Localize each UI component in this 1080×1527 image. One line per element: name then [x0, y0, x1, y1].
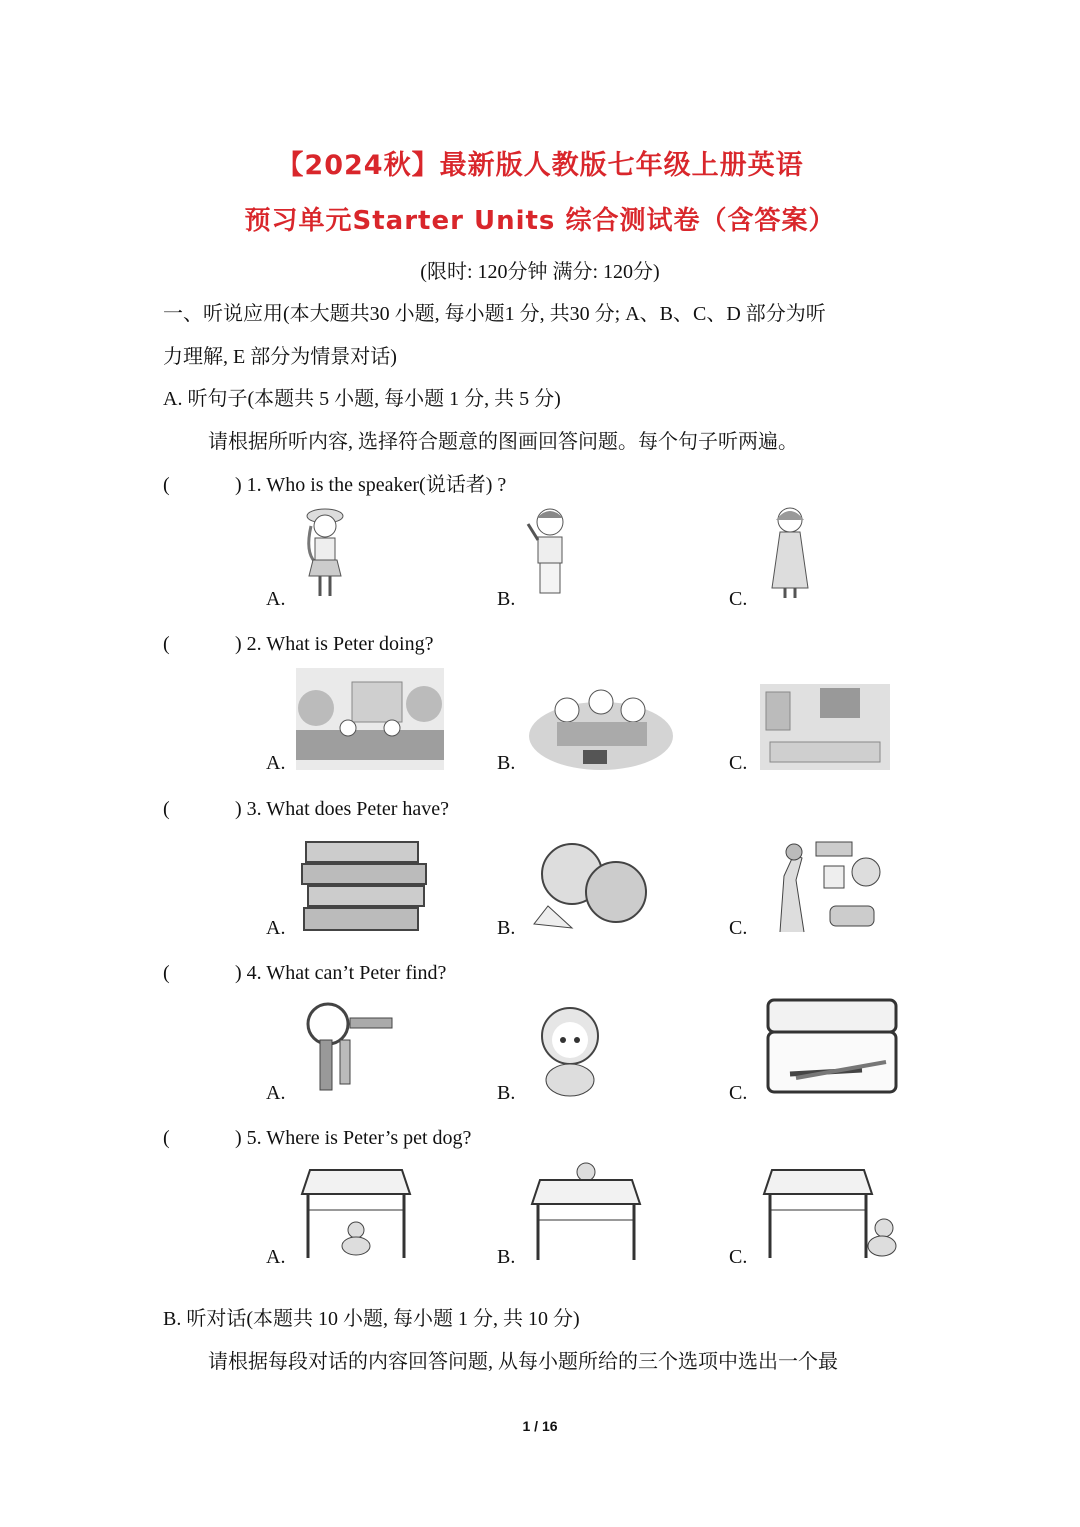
part-b-heading: B. 听对话(本题共 10 小题, 每小题 1 分, 共 10 分): [163, 1308, 580, 1330]
stack-of-books-icon: [300, 838, 432, 934]
option-b-label: B.: [497, 1082, 516, 1104]
question-2: ( ) 2. What is Peter doing?: [163, 633, 434, 655]
option-a-label: A.: [266, 1082, 286, 1104]
part-a-instruction: 请根据所听内容, 选择符合题意的图画回答问题。每个句子听两遍。: [208, 431, 798, 453]
option-c-label: C.: [729, 752, 748, 774]
question-text: 3. What does Peter have?: [246, 798, 450, 820]
option-b-label: B.: [497, 588, 516, 610]
option-b-label: B.: [497, 1246, 516, 1268]
option-b-label: B.: [497, 752, 516, 774]
question-4: ( ) 4. What can’t Peter find?: [163, 962, 447, 984]
option-a-label: A.: [266, 752, 286, 774]
question-text: 1. Who is the speaker(说话者) ?: [246, 474, 507, 496]
keys-icon: [300, 1000, 396, 1096]
woman-in-dress-icon: [760, 502, 820, 602]
question-3: ( ) 3. What does Peter have?: [163, 798, 450, 820]
question-5: ( ) 5. Where is Peter’s pet dog?: [163, 1127, 472, 1149]
girl-with-hat-icon: [295, 502, 355, 602]
page-number: 1 / 16: [522, 1418, 558, 1434]
section-heading-line1: 一、听说应用(本大题共30 小题, 每小题1 分, 共30 分; A、B、C、D 部分为听: [163, 303, 826, 325]
option-a-label: A.: [266, 1246, 286, 1268]
dog-under-table-icon: [300, 1166, 412, 1262]
time-score-limit: (限时: 120分钟 满分: 120分): [420, 261, 660, 283]
option-a-label: A.: [266, 588, 286, 610]
boy-waving-icon: [520, 502, 580, 602]
question-text: 4. What can’t Peter find?: [246, 962, 447, 984]
section-heading-line2: 力理解, E 部分为情景对话): [163, 346, 397, 368]
option-b-label: B.: [497, 917, 516, 939]
dog-beside-table-icon: [762, 1166, 902, 1262]
option-c-label: C.: [729, 588, 748, 610]
toys-icon: [760, 836, 890, 936]
classroom-icon: [760, 684, 890, 770]
oranges-icon: [528, 836, 648, 934]
option-a-label: A.: [266, 917, 286, 939]
children-picnic-icon: [527, 680, 675, 772]
question-text: 2. What is Peter doing?: [246, 633, 434, 655]
option-c-label: C.: [729, 1082, 748, 1104]
option-c-label: C.: [729, 917, 748, 939]
document-subtitle: 预习单元Starter Units 综合测试卷（含答案）: [244, 206, 836, 236]
part-a-heading: A. 听句子(本题共 5 小题, 每小题 1 分, 共 5 分): [163, 388, 561, 410]
option-c-label: C.: [729, 1246, 748, 1268]
children-running-icon: [296, 668, 444, 770]
question-text: 5. Where is Peter’s pet dog?: [246, 1127, 472, 1149]
part-b-instruction: 请根据每段对话的内容回答问题, 从每小题所给的三个选项中选出一个最: [208, 1351, 838, 1373]
pencil-case-icon: [766, 998, 898, 1096]
question-1: ( ) 1. Who is the speaker(说话者) ?: [163, 474, 507, 496]
document-title: 【2024秋】最新版人教版七年级上册英语: [276, 150, 804, 181]
baby-doll-icon: [530, 1002, 610, 1098]
dog-on-table-icon: [530, 1160, 642, 1264]
